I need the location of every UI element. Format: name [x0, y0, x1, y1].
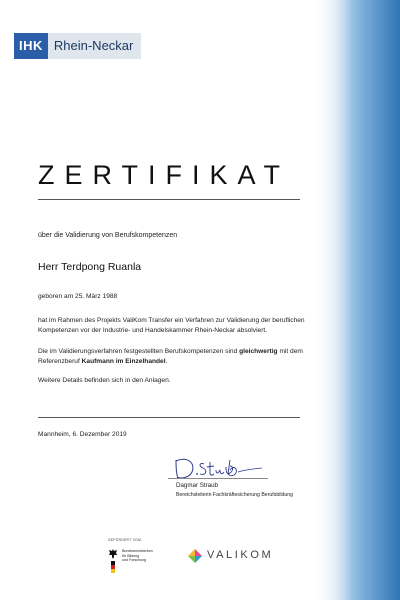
paragraph-2-line-2 [38, 357, 167, 367]
ministry-line-3: und Forschung [122, 558, 146, 563]
date-divider [38, 417, 300, 418]
valikom-logo-icon [187, 548, 203, 564]
valikom-wordmark: VALIKOM [207, 549, 274, 561]
paragraph-3: Weitere Details befinden sich in den Anlagen. [38, 377, 171, 384]
birth-prefix: geboren am [38, 293, 74, 300]
title-divider [38, 199, 300, 200]
reference-profession: Kaufmann im Einzelhandel [81, 358, 166, 365]
birth-date: 25. März 1988 [75, 293, 118, 300]
recipient-name: Herr Terdpong Ruanla [38, 261, 142, 273]
place-date: Mannheim, 6. Dezember 2019 [38, 431, 127, 438]
decorative-blue-stripe [312, 0, 400, 600]
sponsor-label: GEFÖRDERT VOM [108, 538, 142, 542]
signature-line [168, 478, 268, 479]
certificate-subtitle: über die Validierung von Berufskompetenzen [38, 232, 178, 239]
ministry-line-2: für Bildung [122, 553, 140, 558]
ihk-logo [14, 33, 141, 59]
signer-role: Bereichsleiterin Fachkräftesicherung Berufsbildung [176, 492, 294, 498]
ministry-name [122, 549, 172, 563]
birth-line [38, 292, 117, 302]
reference-profession-prefix: Referenzberuf [38, 358, 80, 365]
equivalence-text-end: mit dem [279, 348, 303, 355]
federal-eagle-icon [108, 548, 118, 560]
german-flag-icon [111, 561, 115, 573]
ministry-line-1: Bundesministerium [122, 549, 153, 553]
equivalence-text-start: Die im Validierungsverfahren festgestellten Berufskompetenzen sind [38, 348, 238, 355]
paragraph-2-line-1 [38, 347, 303, 357]
paragraph-1-line-2: Kompetenzen vor der Industrie- und Handelskammer Rhein-Neckar absolviert. [38, 327, 268, 334]
paragraph-1-line-1: hat im Rahmen des Projekts ValiKom Transfer ein Verfahren zur Validierung der beruflichen [38, 317, 305, 324]
ihk-logo-region: Rhein-Neckar [48, 33, 141, 59]
signer-name: Dagmar Straub [176, 482, 218, 489]
ihk-logo-abbr: IHK [14, 33, 48, 59]
equivalence-keyword: gleichwertig [239, 348, 278, 355]
certificate-title: ZERTIFIKAT [38, 160, 291, 190]
reference-profession-period: . [165, 358, 168, 365]
